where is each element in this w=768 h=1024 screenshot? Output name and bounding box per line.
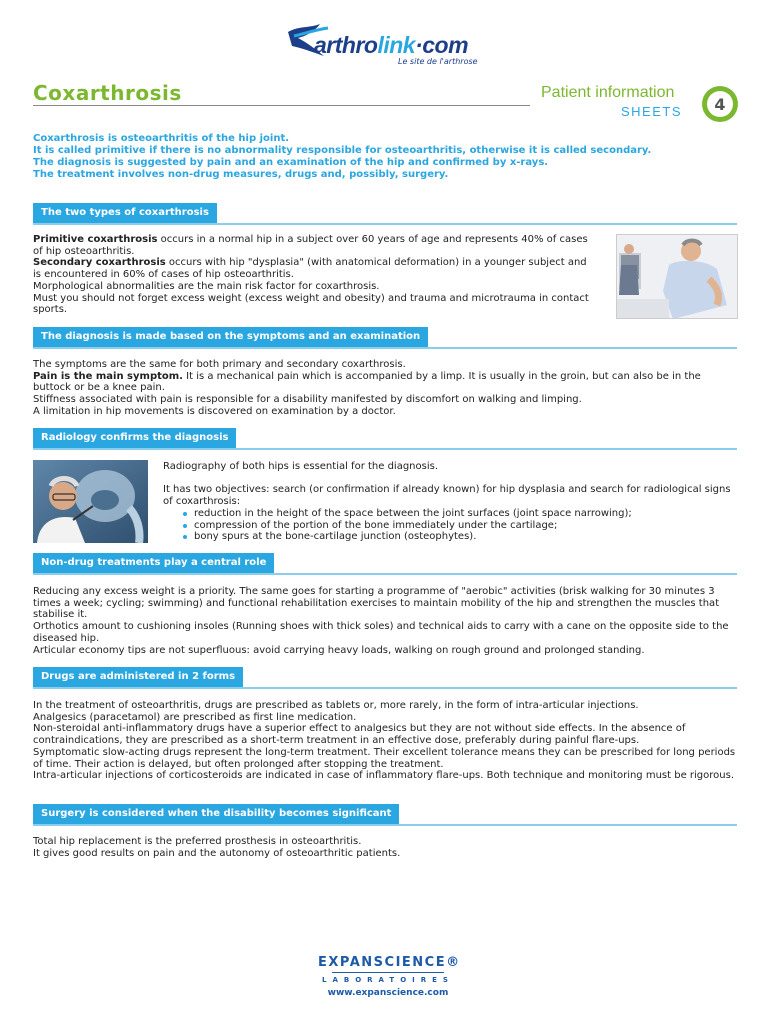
paragraph: Non-steroidal anti-inflammatory drugs have a superior effect to analgesics but they are not without side effects. In the absence of contraindications, they are prescribed as a short-term treatment in an effective dose, preferably during painful flare-ups. bbox=[33, 723, 686, 747]
section-heading: The diagnosis is made based on the symptoms and an examination bbox=[33, 327, 428, 347]
sheets-label: SHEETS bbox=[621, 104, 683, 119]
paragraph: It has two objectives: search (or confirmation if already known) for hip dysplasia and search for radiological signs of coxarthrosis: bbox=[163, 484, 731, 508]
list-item: reduction in the height of the space between the joint surfaces (joint space narrowing); bbox=[183, 508, 737, 520]
paragraph: Intra-articular injections of corticosteroids are indicated in case of inflammatory flare-ups. Both technique and monitoring must be rigorous. bbox=[33, 770, 734, 782]
paragraph: Orthotics amount to cushioning insoles (Running shoes with thick soles) and technical aids to carry with a cane on the opposite side to the diseased hip. bbox=[33, 621, 729, 644]
footer-brand: EXPANSCIENCE® bbox=[318, 955, 461, 970]
footer-sublabel: LABORATOIRES bbox=[322, 976, 454, 984]
arthrolink-logo bbox=[284, 20, 494, 70]
sheet-number-badge bbox=[701, 85, 739, 123]
section-body-diagnosis bbox=[33, 359, 737, 418]
paragraph: Stiffness associated with pain is responsible for a disability manifested by discomfort on walking and limping. bbox=[33, 394, 582, 406]
intro-line: The diagnosis is suggested by pain and an examination of the hip and confirmed by x-rays. bbox=[33, 157, 549, 168]
section-heading: Drugs are administered in 2 forms bbox=[33, 667, 243, 687]
intro-summary bbox=[33, 133, 733, 181]
section-rule bbox=[33, 347, 737, 349]
paragraph: It gives good results on pain and the autonomy of osteoarthritic patients. bbox=[33, 847, 401, 859]
intro-line: The treatment involves non-drug measures, drugs and, possibly, surgery. bbox=[33, 169, 449, 180]
paragraph bbox=[33, 371, 737, 394]
man-with-hip-pain-photo bbox=[616, 234, 738, 319]
text: It is a mechanical pain which is accompanied by a limp. It is usually in the groin, but can also be in the buttock or be a knee pain. bbox=[33, 370, 701, 394]
expanscience-logo bbox=[318, 955, 461, 1010]
spacer bbox=[163, 473, 737, 485]
doctor-viewing-xray-photo bbox=[33, 460, 148, 543]
section-body-radiology bbox=[163, 461, 737, 543]
paragraph: Radiography of both hips is essential for the diagnosis. bbox=[163, 461, 439, 472]
paragraph: Morphological abnormalities are the main risk factor for coxarthrosis. bbox=[33, 280, 380, 292]
section-body-types bbox=[33, 234, 593, 316]
paragraph bbox=[33, 257, 593, 280]
sheet-number: 4 bbox=[714, 95, 726, 114]
section-header-diagnosis bbox=[33, 327, 737, 351]
section-rule bbox=[33, 223, 737, 225]
section-rule bbox=[33, 687, 737, 689]
intro-line: It is called primitive if there is no abnormality responsible for osteoarthritis, otherwise it is called secondary. bbox=[33, 145, 652, 156]
section-rule bbox=[33, 824, 737, 826]
text: occurs in a normal hip in a subject over 60 years of age and represents 40% of cases of hip osteoarthritis. bbox=[33, 234, 588, 257]
page-title: Coxarthrosis bbox=[33, 81, 182, 105]
logo-wordmark: arthrolink·com bbox=[314, 32, 469, 58]
paragraph: Articular economy tips are not superfluous: avoid carrying heavy loads, walking on rough ground and prolonged standing. bbox=[33, 644, 645, 656]
text: occurs with hip "dysplasia" (with anatomical deformation) in a younger subject and is encountered in 60% of cases of hip osteoarthritis. bbox=[33, 257, 587, 281]
footer-url-link[interactable]: www.expanscience.com bbox=[327, 988, 449, 998]
section-header-drugs bbox=[33, 667, 737, 691]
term-secondary: Secondary coxarthrosis bbox=[33, 257, 166, 269]
paragraph: The symptoms are the same for both primary and secondary coxarthrosis. bbox=[33, 359, 406, 370]
paragraph: Symptomatic slow-acting drugs represent the long-term treatment. Their excellent tolerance means they can be prescribed for long periods of time. Their action is delayed, but often prolonged after stopping the treatment. bbox=[33, 746, 736, 770]
title-rule bbox=[33, 105, 530, 106]
section-header-types bbox=[33, 203, 737, 227]
logo-tagline: Le site de l'arthrose bbox=[398, 57, 478, 66]
patient-information-label: Patient information bbox=[541, 84, 675, 101]
section-body-drugs bbox=[33, 700, 737, 782]
section-heading: The two types of coxarthrosis bbox=[33, 203, 217, 223]
section-rule bbox=[33, 448, 737, 450]
section-heading: Radiology confirms the diagnosis bbox=[33, 428, 236, 448]
section-heading: Non-drug treatments play a central role bbox=[33, 553, 274, 573]
paragraph: Analgesics (paracetamol) are prescribed as first line medication. bbox=[33, 711, 357, 723]
paragraph: A limitation in hip movements is discovered on examination by a doctor. bbox=[33, 405, 396, 417]
section-header-nondrug bbox=[33, 553, 737, 577]
paragraph: Must you should not forget excess weight (excess weight and obesity) and trauma and microtrauma in contact sports. bbox=[33, 292, 589, 316]
paragraph bbox=[33, 234, 593, 257]
term-primitive: Primitive coxarthrosis bbox=[33, 234, 158, 245]
paragraph: In the treatment of osteoarthritis, drugs are prescribed as tablets or, more rarely, in the form of intra-articular injections. bbox=[33, 700, 639, 711]
section-body-nondrug bbox=[33, 586, 737, 656]
footer-rule bbox=[332, 972, 444, 973]
list-item: compression of the portion of the bone immediately under the cartilage; bbox=[183, 520, 737, 532]
intro-line: Coxarthrosis is osteoarthritis of the hip joint. bbox=[33, 133, 290, 144]
section-header-surgery bbox=[33, 804, 737, 828]
section-heading: Surgery is considered when the disability becomes significant bbox=[33, 804, 399, 824]
paragraph: Total hip replacement is the preferred prosthesis in osteoarthritis. bbox=[33, 836, 362, 847]
section-body-surgery bbox=[33, 836, 737, 859]
section-header-radiology bbox=[33, 428, 737, 452]
term-pain: Pain is the main symptom. bbox=[33, 370, 183, 382]
list-item: bony spurs at the bone-cartilage junction (osteophytes). bbox=[183, 531, 737, 543]
paragraph: Reducing any excess weight is a priority. The same goes for starting a programme of "aerobic" activities (brisk walking for 30 minutes 3 times a week; cycling; swimming) and functional rehabilitation exercises to maintain mobility of the hip and strengthen the muscles that stabilise it. bbox=[33, 586, 720, 621]
section-rule bbox=[33, 573, 737, 575]
radiology-signs-list bbox=[163, 508, 737, 543]
